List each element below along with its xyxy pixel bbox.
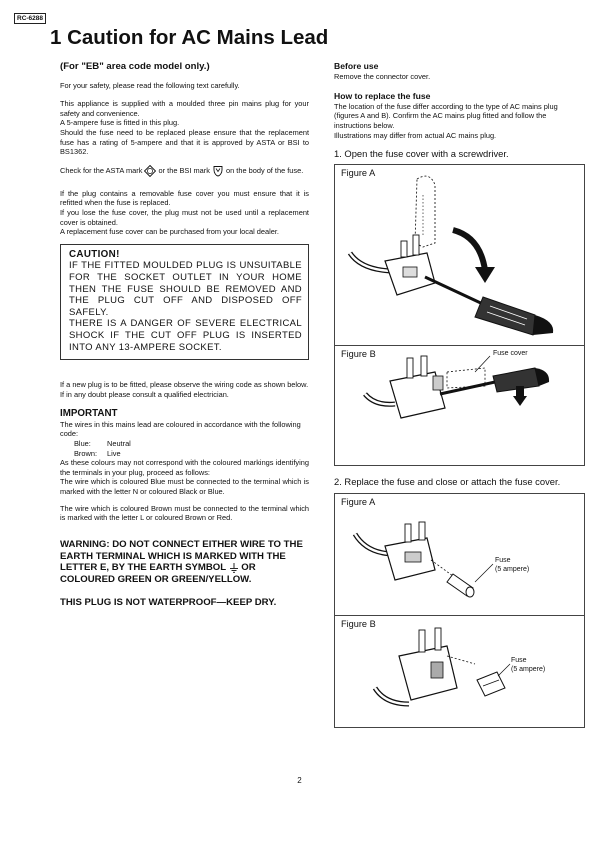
fuse-cover-line: If you lose the fuse cover, the plug must not be used until a replacement cover is obtained. xyxy=(60,207,309,227)
wire-function: Neutral xyxy=(107,439,131,449)
asta-mark-icon xyxy=(144,165,156,177)
check-text: or the BSI mark xyxy=(158,165,210,175)
right-column xyxy=(334,62,598,728)
bsi-kitemark-icon xyxy=(212,165,224,177)
figure-label: Figure B xyxy=(341,348,376,359)
fuse-cover-line: If the plug contains a removable fuse cover you must ensure that it is refitted when the fuse is replaced. xyxy=(60,188,309,208)
wire-function: Live xyxy=(107,448,121,458)
fuse-info-line: Should the fuse need to be replaced please ensure that the replacement fuse has a rating of 5-ampere and that it is approved by ASTA or BSI to BS1362. xyxy=(60,127,309,157)
how-to-heading: How to replace the fuse xyxy=(334,91,431,102)
plug-screwdriver-illustration xyxy=(335,165,586,347)
wiring-instructions xyxy=(60,458,309,496)
step-2: 2. Replace the fuse and close or attach the fuse cover. xyxy=(334,475,561,487)
fuse-rating: (5 ampere) xyxy=(511,665,546,673)
new-plug-line: If a new plug is to be fitted, please observe the wiring code as shown below. xyxy=(60,380,309,390)
plug-b-fuse-illustration xyxy=(335,616,586,728)
earth-warning xyxy=(60,539,309,586)
wire-color: Blue: xyxy=(74,439,91,449)
new-plug-line: If in any doubt please consult a qualified electrician. xyxy=(60,389,229,399)
plug-fuse-illustration xyxy=(335,494,586,617)
before-use-text: Remove the connector cover. xyxy=(334,71,431,81)
brown-wire-text: The wire which is coloured Brown must be connected to the terminal which is marked with the letter L or coloured Brown or Red. xyxy=(60,503,309,523)
how-to-line: Illustrations may differ from actual AC mains plug. xyxy=(334,130,497,140)
wire-color-row xyxy=(74,449,309,459)
waterproof-warning: THIS PLUG IS NOT WATERPROOF—KEEP DRY. xyxy=(60,597,277,609)
important-intro: The wires in this mains lead are coloured in accordance with the following code: xyxy=(60,419,301,439)
figure-a-open-cover xyxy=(334,164,585,346)
page-title: 1 Caution for AC Mains Lead xyxy=(50,26,329,49)
wire-color: Brown: xyxy=(74,448,98,458)
fuse-cover-paragraph xyxy=(60,189,309,237)
figure-b-replace-fuse xyxy=(334,616,585,728)
figure-b-open-cover xyxy=(334,346,585,466)
fuse-cover-line: A replacement fuse cover can be purchased from your local dealer. xyxy=(60,227,279,237)
wiring-line: As these colours may not correspond with the coloured markings identifying the terminals in your plug, proceed as follows: xyxy=(60,458,309,477)
caution-title: CAUTION! xyxy=(69,248,120,260)
earth-warning-text: WARNING: DO NOT CONNECT EITHER WIRE TO THE EARTH TERMINAL WHICH IS MARKED WITH THE LETTER E, BY THE EARTH SYMBOL xyxy=(60,538,303,574)
asta-bsi-check xyxy=(60,164,309,177)
fuse-info-line: A 5-ampere fuse is fitted in this plug. xyxy=(60,118,180,128)
step-1: 1. Open the fuse cover with a screwdriver. xyxy=(334,148,509,160)
wire-color-code-list xyxy=(60,439,309,458)
figure-label: Figure B xyxy=(341,618,376,629)
wire-color-row xyxy=(74,439,309,449)
check-text: Check for the ASTA mark xyxy=(60,165,143,175)
important-heading: IMPORTANT xyxy=(60,408,118,420)
left-column xyxy=(60,62,309,608)
earth-symbol-icon xyxy=(229,563,239,573)
page-number: 2 xyxy=(297,776,302,785)
fuse-cover-callout: Fuse cover xyxy=(493,349,528,357)
check-text: on the body of the fuse. xyxy=(226,165,304,175)
fuse-label: Fuse xyxy=(495,556,511,564)
figure-a-replace-fuse xyxy=(334,493,585,616)
figure-label: Figure A xyxy=(341,496,376,507)
new-plug-paragraph xyxy=(60,380,309,399)
intro-text: For your safety, please read the following text carefully. xyxy=(60,80,240,90)
caution-text: IF THE FITTED MOULDED PLUG IS UNSUITABLE FOR THE SOCKET OUTLET IN YOUR HOME THEN THE FUSE SHOULD BE REMOVED AND THE PLUG CUT OFF AND DISPOSED OFF SAFELY. xyxy=(69,260,302,318)
model-code-tag: RC-6288 xyxy=(14,13,46,24)
how-to-line: The location of the fuse differ according to the type of AC mains plug (figures A and B). Confirm the AC mains plug fitted and follow the instructions below. xyxy=(334,101,558,130)
area-subheading: (For "EB" area code model only.) xyxy=(60,61,210,72)
caution-text: THERE IS A DANGER OF SEVERE ELECTRICAL SHOCK IF THE CUT OFF PLUG IS INSERTED INTO ANY 13-AMPERE SOCKET. xyxy=(69,318,302,353)
fuse-info-line: This appliance is supplied with a moulded three pin mains plug for your safety and convenience. xyxy=(60,99,309,118)
caution-box xyxy=(60,244,309,360)
earth-warning-text: OR COLOURED GREEN OR GREEN/YELLOW. xyxy=(60,562,256,586)
fuse-info-paragraph xyxy=(60,99,309,157)
wiring-line: The wire which is coloured Blue must be connected to the terminal which is marked with the letter N or coloured Black or Blue. xyxy=(60,477,309,497)
figure-label: Figure A xyxy=(341,167,376,178)
plug-b-screwdriver-illustration xyxy=(335,346,586,466)
fuse-rating: (5 ampere) xyxy=(495,565,530,573)
fuse-label: Fuse xyxy=(511,656,527,664)
before-use-heading: Before use xyxy=(334,61,379,71)
